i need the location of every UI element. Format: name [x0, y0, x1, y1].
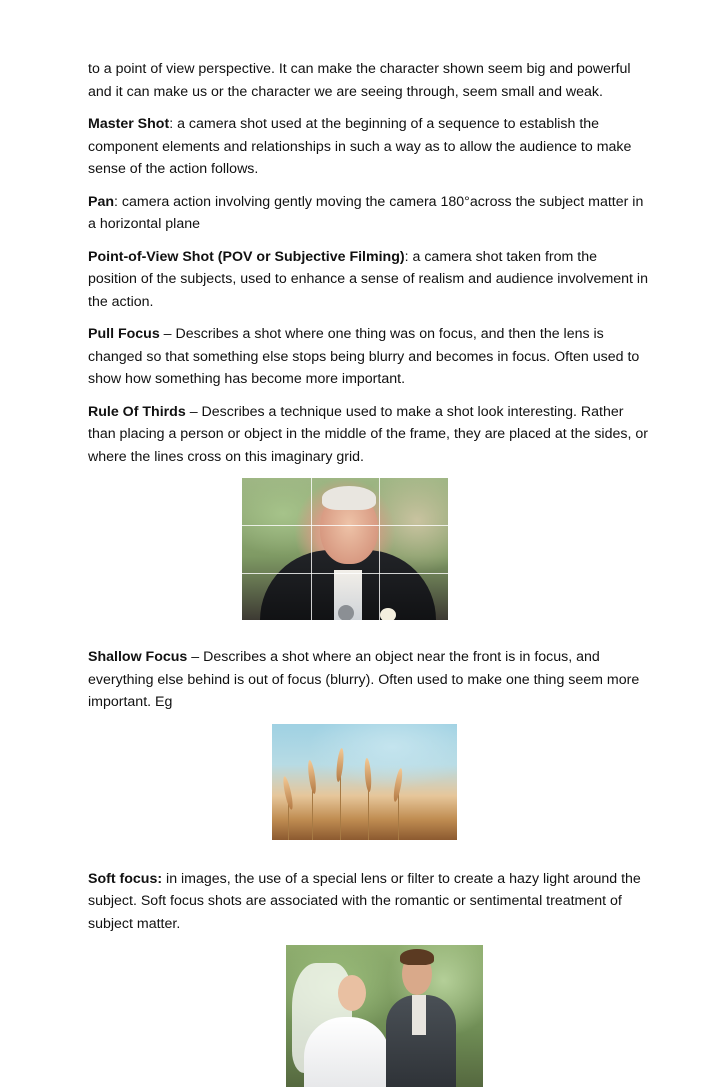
entry-pov-continued [88, 58, 648, 103]
groom-shirt [412, 995, 426, 1035]
bride-dress [304, 1017, 390, 1087]
speaker-hair [322, 486, 376, 510]
wheat-stem [398, 790, 399, 840]
entry-term: Rule Of Thirds [88, 403, 186, 420]
entry-separator: – [187, 649, 204, 665]
entry-term: Master Shot [88, 116, 170, 132]
groom-hair [400, 949, 434, 965]
entry-separator: – [159, 326, 176, 342]
entry-shallow-focus [88, 646, 648, 714]
entry-separator: – [185, 403, 202, 420]
wheat-ear [282, 775, 295, 810]
entry-master-shot [88, 113, 648, 181]
bride-face [338, 975, 366, 1011]
wheat-ear [335, 747, 345, 781]
thirds-grid-line-horizontal [242, 525, 448, 526]
entry-soft-focus [88, 868, 648, 936]
entry-term: Point-of-View Shot (POV or Subjective Filming) [88, 248, 405, 265]
entry-separator: : [404, 248, 413, 265]
shallow-focus-photo [272, 724, 457, 840]
entry-text: a camera shot taken from the position of the subjects, used to enhance a sense of realism and audience involvement in the action. [88, 248, 648, 310]
wheat-ear [392, 767, 404, 802]
wheat-stem [340, 774, 341, 840]
entry-text: Describes a shot where one thing was on focus, and then the lens is changed so that something else stops being blurry and becomes in focus. Often used to show how something has become more important. [88, 326, 640, 387]
thirds-grid-line-vertical [379, 478, 380, 620]
entry-rule-of-thirds [88, 401, 648, 469]
microphone-icon [338, 605, 354, 620]
entry-text: a camera shot used at the beginning of a sequence to establish the component elements and relationships in such a way as to allow the audience to make sense of the action follows. [88, 116, 632, 177]
thirds-grid-line-vertical [311, 478, 312, 620]
entry-separator: : [114, 193, 122, 210]
entry-text: Describes a technique used to make a shot look interesting. Rather than placing a person or object in the middle of the frame, they are placed at the sides, or where the lines cross on this imaginary grid. [88, 403, 648, 465]
entry-term: Soft focus: [88, 870, 163, 887]
entry-term: Pull Focus [88, 326, 160, 342]
entry-text: to a point of view perspective. It can make the character shown seem big and powerful and it can make us or the character we are seeing through, seem small and weak. [88, 61, 631, 100]
entry-pan [88, 191, 648, 236]
entry-pull-focus [88, 323, 648, 391]
thirds-grid-line-horizontal [242, 573, 448, 574]
wheat-ear [364, 757, 372, 791]
entry-text: Describes a shot where an object near the front is in focus, and everything else behind is out of focus (blurry). Often used to make one thing seem more important. Eg [88, 649, 640, 710]
wheat-ear [307, 759, 318, 794]
entry-point-of-view-shot [88, 246, 648, 314]
entry-text: in images, the use of a special lens or filter to create a hazy light around the subject. Soft focus shots are associated with the romantic or sentimental treatment of subject matter. [88, 870, 641, 932]
entry-separator: : [169, 116, 178, 132]
buttonhole-flower [380, 608, 396, 620]
entry-text: camera action involving gently moving the camera 180°across the subject matter in a horizontal plane [88, 193, 644, 232]
entry-term: Shallow Focus [88, 649, 188, 665]
soft-focus-photo [286, 945, 483, 1087]
document-page [88, 58, 648, 1087]
rule-of-thirds-photo [242, 478, 448, 620]
entry-term: Pan [88, 193, 115, 210]
